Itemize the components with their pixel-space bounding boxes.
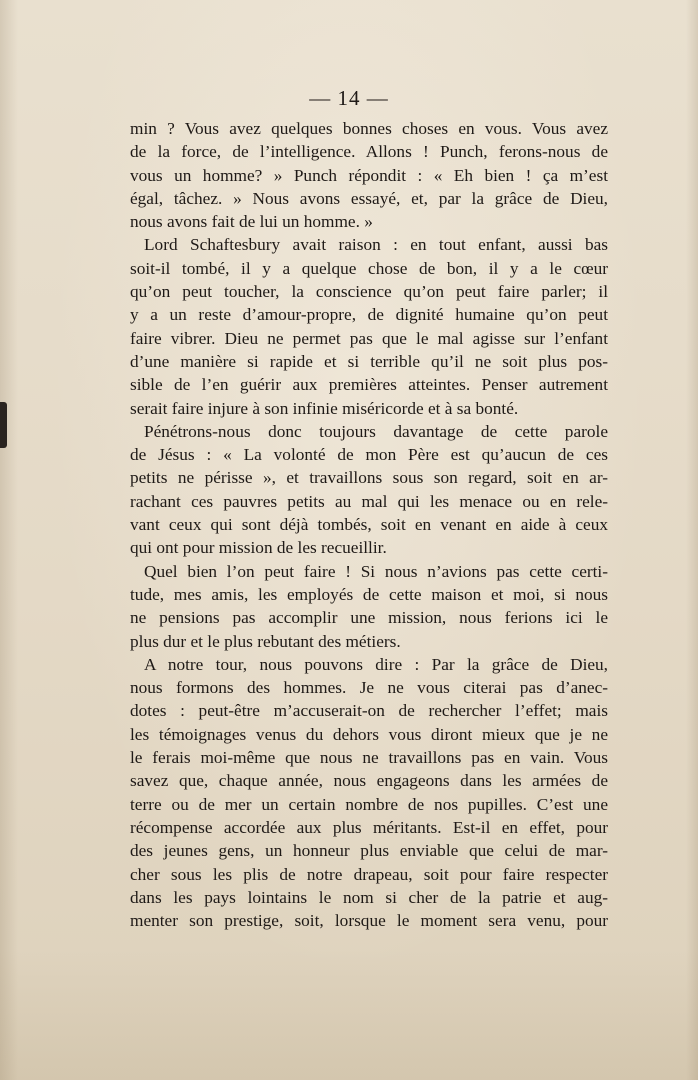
text-line: menter son prestige, soit, lorsque le moment sera venu, pour [130, 911, 608, 931]
body-text [130, 117, 608, 932]
text-line: serait faire injure à son infinie miséricorde et à sa bonté. [130, 398, 519, 418]
text-line: Lord Schaftesbury avait raison : en tout enfant, aussi bas [144, 235, 608, 255]
text-line: des jeunes gens, un honneur plus enviable que celui de mar- [130, 841, 608, 861]
text-line: plus dur et le plus rebutant des métiers. [130, 631, 401, 651]
text-line: tude, mes amis, les employés de cette maison et moi, si nous [130, 584, 608, 604]
text-line: de Jésus : « La volonté de mon Père est qu’aucun de ces [130, 445, 608, 465]
text-line: petits ne périsse », et travaillons sous son regard, soit en ar- [130, 468, 608, 488]
paragraph [130, 653, 608, 933]
text-line: rachant ces pauvres petits au mal qui les menace ou en rele- [130, 491, 608, 511]
text-line: qu’on peut toucher, la conscience qu’on peut faire parler; il [130, 282, 608, 302]
text-line: vant ceux qui sont déjà tombés, soit en venant en aide à ceux [130, 515, 608, 535]
text-line: sible de l’en guérir aux premières atteintes. Penser autrement [130, 375, 608, 395]
text-line: dotes : peut-être m’accuserait-on de rechercher l’effet; mais [130, 701, 608, 721]
page-number: — 14 — [309, 86, 389, 110]
page-edge-shadow-left [0, 0, 18, 1080]
margin-ink-mark [0, 402, 7, 448]
text-line: terre ou de mer un certain nombre de nos pupilles. C’est une [130, 794, 608, 814]
text-line: récompense accordée aux plus méritants. Est-il en effet, pour [130, 817, 608, 837]
paragraph [130, 233, 608, 419]
text-line: savez que, chaque année, nous engageons dans les armées de [130, 771, 608, 791]
text-line: Quel bien l’on peut faire ! Si nous n’avions pas cette certi- [144, 561, 608, 581]
text-line: égal, tâchez. » Nous avons essayé, et, par la grâce de Dieu, [130, 188, 608, 208]
text-line: min ? Vous avez quelques bonnes choses en vous. Vous avez [130, 119, 608, 138]
paper-stain [0, 950, 698, 1080]
paragraph [130, 560, 608, 653]
text-line: le ferais moi-même que nous ne travaillons pas en vain. Vous [130, 748, 608, 768]
text-line: d’une manière si rapide et si terrible qu’il ne soit plus pos- [130, 351, 608, 371]
text-line: y a un reste d’amour-propre, de dignité humaine qu’on peut [130, 305, 608, 325]
text-line: A notre tour, nous pouvons dire : Par la grâce de Dieu, [144, 654, 608, 674]
text-line: les témoignages venus du dehors vous diront mieux que je ne [130, 724, 608, 744]
text-line: nous avons fait de lui un homme. » [130, 212, 373, 232]
text-line: vous un homme? » Punch répondit : « Eh bien ! ça m’est [130, 165, 608, 185]
page-edge-shadow-right [686, 0, 698, 1080]
paragraph [130, 117, 608, 233]
text-line: Pénétrons-nous donc toujours davantage de cette parole [144, 421, 608, 441]
text-line: dans les pays lointains le nom si cher de la patrie et aug- [130, 887, 608, 907]
text-line: ne pensions pas accomplir une mission, nous ferions ici le [130, 608, 608, 628]
text-line: cher sous les plis de notre drapeau, soit pour faire respecter [130, 864, 608, 884]
text-line: soit-il tombé, il y a quelque chose de bon, il y a le cœur [130, 258, 608, 278]
paragraph [130, 420, 608, 560]
text-line: qui ont pour mission de les recueillir. [130, 538, 387, 558]
text-line: faire vibrer. Dieu ne permet pas que le mal agisse sur l’enfant [130, 328, 608, 348]
text-line: de la force, de l’intelligence. Allons ! Punch, ferons-nous de [130, 142, 608, 162]
text-line: nous formons des hommes. Je ne vous citerai pas d’anec- [130, 678, 608, 698]
